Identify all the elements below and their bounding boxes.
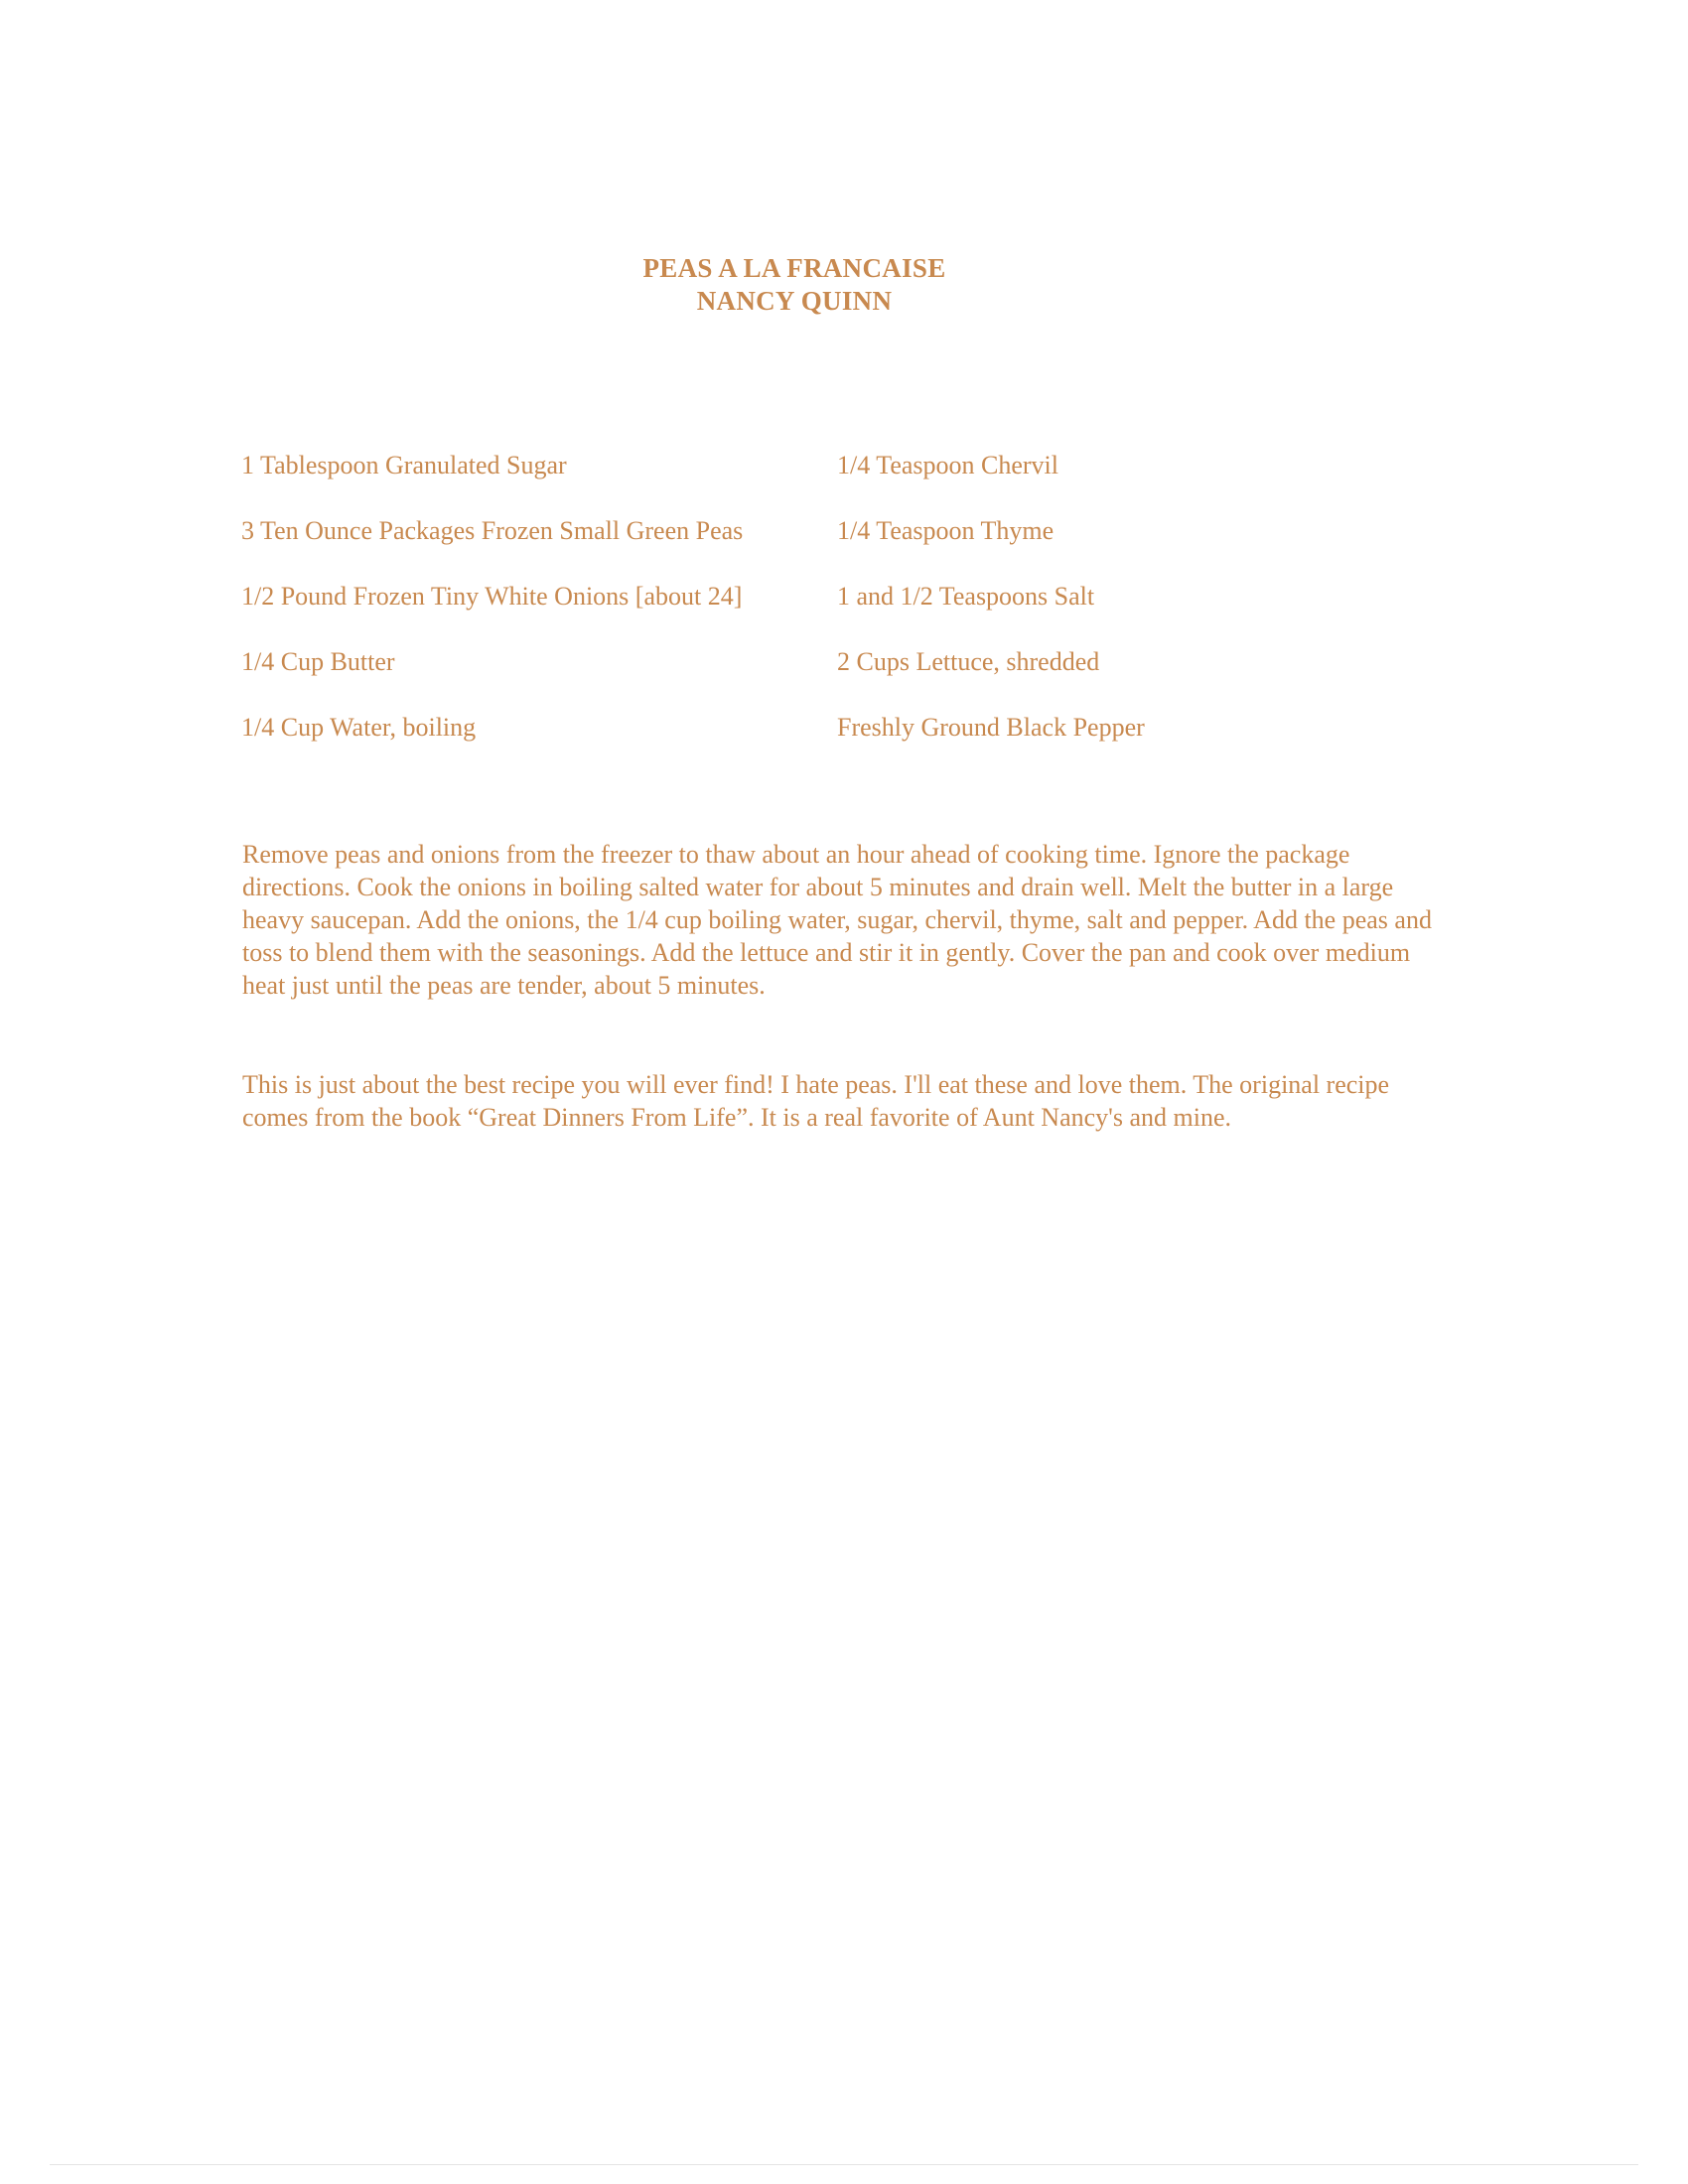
ingredient-item: 1/4 Cup Butter bbox=[241, 647, 395, 676]
notes-paragraph: This is just about the best recipe you will ever find! I hate peas. I'll eat these and love them. The original recipe comes from the book “Great Dinners From Life”. It is a real favorite of Aunt Nancy's and mine. bbox=[242, 1070, 1390, 1132]
ingredient-item: 3 Ten Ounce Packages Frozen Small Green Peas bbox=[241, 516, 744, 545]
ingredient-item: 1/4 Cup Water, boiling bbox=[241, 713, 477, 742]
page-edge-line bbox=[50, 2164, 1638, 2165]
recipe-author: NANCY QUINN bbox=[696, 286, 893, 316]
ingredient-row bbox=[241, 645, 1433, 711]
ingredient-item: 1 Tablespoon Granulated Sugar bbox=[241, 451, 567, 479]
directions-paragraph: Remove peas and onions from the freezer to thaw about an hour ahead of cooking time. Ignore the package directions. Cook the onions in boiling salted water for about 5 minutes and drain well. Melt the butter in a large heavy saucepan. Add the onions, the 1/4 cup boiling water, sugar, chervil, thyme, salt and pepper. Add the peas and toss to blend them with the seasonings. Add the lettuce and stir it in gently. Cover the pan and cook over medium heat just until the peas are tender, about 5 minutes. bbox=[242, 840, 1432, 1000]
ingredient-item: 1/4 Teaspoon Chervil bbox=[837, 451, 1059, 479]
ingredient-item: 2 Cups Lettuce, shredded bbox=[837, 647, 1100, 676]
title-block bbox=[0, 252, 1589, 318]
ingredient-item: 1/4 Teaspoon Thyme bbox=[837, 516, 1055, 545]
ingredient-row bbox=[241, 514, 1433, 580]
ingredient-row bbox=[241, 711, 1433, 776]
ingredient-item: 1/2 Pound Frozen Tiny White Onions [about 24] bbox=[241, 582, 743, 611]
ingredient-row bbox=[241, 580, 1433, 645]
ingredient-item: Freshly Ground Black Pepper bbox=[837, 713, 1145, 742]
ingredients-list bbox=[241, 449, 1433, 776]
ingredient-item: 1 and 1/2 Teaspoons Salt bbox=[837, 582, 1095, 611]
recipe-title: PEAS A LA FRANCAISE bbox=[642, 253, 946, 283]
ingredient-row bbox=[241, 449, 1433, 514]
